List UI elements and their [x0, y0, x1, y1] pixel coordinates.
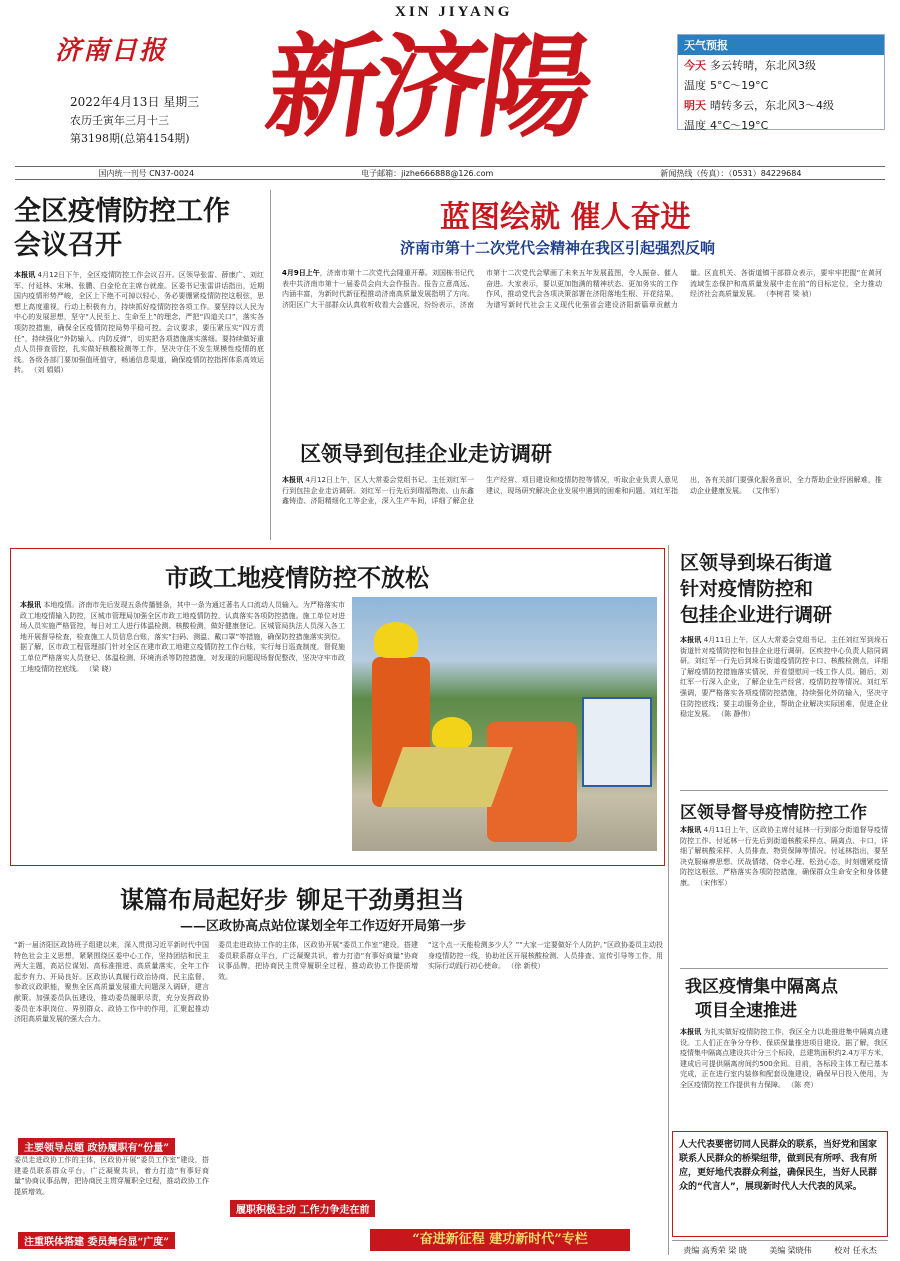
article3-body: 本报讯 4月12日上午，区人大常委会党组书记、主任刘红军一行到包挂企业走访调研。刘红军一行先后到瑞福物流、山东鑫鑫铸造、济阳精细化工等企业，深入生产车间，详细了解企业生产经营、项目建设和疫情防控等情况，听取企业负责人意见建议，现场研究解决企业发展中遇到的困难和问题。刘红军指出，各有关部门要强化服务意识，全力帮助企业纾困解难，推动企业健康发展。 （艾伟军）: [282, 476, 882, 506]
today-temp-label: 温度: [684, 79, 706, 92]
article2-body: 4月9日上午，济南市第十二次党代会隆重开幕。刘国栋书记代表中共济南市第十一届委员会向大会作报告。报告立意高远、内涵丰富，为新时代新征程推动济南高质量发展指明了方向。济阳区广大干部群众认真收听收看大会盛况，纷纷表示，济南市第十二次党代会擘画了未来五年发展蓝图，令人振奋、催人奋进。大家表示，要以更加饱满的精神状态、更加务实的工作作风，推动党代会各项决策部署在济阳落地生根、开花结果，为谱写新时代社会主义现代化强省会建设济阳新篇章贡献力量。区直机关、各街道镇干部群众表示，要牢牢把握“在黄河流域生态保护和高质量发展中走在前”的目标定位，全力推动经济社会高质量发展。 （李树君 梁 祯）: [282, 269, 882, 309]
footer-editor: 责编 高秀荣 梁 晓: [683, 1246, 747, 1255]
tomorrow-label: 明天: [684, 99, 706, 112]
article7-title: 谋篇布局起好步 铆足干劲勇担当: [120, 885, 465, 914]
masthead-logo: 新济陽: [258, 22, 596, 153]
section-bar-3: 履职积极主动 工作力争走在前: [230, 1200, 375, 1217]
weather-box: [677, 34, 885, 130]
article5-title: 区领导到垛石街道 针对疫情防控和 包挂企业进行调研: [680, 552, 833, 626]
today-desc: 多云转晴，东北风3级: [710, 59, 816, 72]
article4-title: 市政工地疫情防控不放松: [165, 563, 429, 592]
tomorrow-desc: 晴转多云，东北风3～4级: [710, 99, 834, 112]
worker-figure: [487, 722, 577, 842]
helmet: [374, 622, 418, 658]
article7-subtitle: ——区政协高点站位谋划全年工作迈好开局第一步: [180, 919, 467, 934]
masthead-pinyin: XIN JIYANG: [395, 4, 513, 20]
lunar-date: 农历壬寅年三月十三: [70, 114, 169, 127]
weather-tomorrow-temp: [678, 115, 884, 135]
section-bar-2: 注重联体搭建 委员舞台显“广度”: [18, 1232, 175, 1249]
article1-body: 本报讯 4月12日下午，全区疫情防控工作会议召开。区领导张雷、薛康广、刘红军、付延林、宋琳、张鹏、白金伦在主席台就座。区委书记张雷讲话指出，近期国内疫情形势严峻，全区上下绝不可掉以轻心，务必要绷紧疫情防控这根弦，思想上高度重视，行动上积极有力，持续抓好疫情防控各项工作。要坚持以人民为中心的发展思想，坚守“人民至上、生命至上”的理念，严把“四道关口”，落实各项防控措施，确保全区疫情防控局势平稳可控。会议要求，要压紧压实“四方责任”，持续强化“外防输入、内防反弹”，切实把各项措施落实落细。要持续做好重点人员排查管控，扎实做好核酸检测等工作，坚决守住不发生规模性疫情的底线。各级各部门要加强值班值守，畅通信息渠道，确保疫情防控指挥体系高效运转。 （刘 娟娟）: [14, 271, 264, 375]
section-bar-1: 主要领导点题 政协履职有“份量”: [18, 1138, 175, 1155]
article7-body-col1: “新一届济阳区政协班子组建以来，深入贯彻习近平新时代中国特色社会主义思想，紧紧围绕区委中心工作，坚持团结和民主两大主题，高站位谋划、高标准推进、高质量落实，全年工作起步有力、开局良好。区政协认真履行政治协商、民主监督、参政议政职能，聚焦全区高质量发展重大问题深入调研，建言献策。加强委员队伍建设，推动委员履职尽责，充分发挥政协委员在本职岗位、界别群众、政协工作中的作用，汇聚起推动济阳高质量发展的强大合力。: [14, 941, 209, 1024]
info-cn: 国内统一刊号 CN37-0024: [98, 168, 195, 178]
footer-proof: 校对 任永杰: [834, 1246, 877, 1255]
signboard: [582, 697, 652, 787]
newspaper-logo-small: 济南日报: [55, 36, 168, 66]
article6-title: 区领导督导疫情防控工作: [680, 803, 867, 823]
tomorrow-temp: 4°C～19°C: [710, 119, 769, 132]
today-temp: 5°C～19°C: [710, 79, 769, 92]
divider: [680, 790, 888, 791]
article4-body: 本报讯 本地疫情。济南市先后发现五条传播链条，其中一条为通过著名人口流动人员输入。为严格落实市政工地疫情输入防控，区城市管理局加强全区市政工地疫情防控，认真落实各项防控措施。施工单位对进场人员实施严格管控，每日对工人进行体温检测、核酸检测，做好健康登记。区城管局执法人员深入各工地开展督导检查，检查施工人员信息台账，落实“扫码、测温、戴口罩”等措施，确保防控措施落实到位。据了解，区市政工程管理部门针对全区在建市政工地建立疫情防控工作台账，实行每日巡查制度，督促施工单位严格落实人员登记、体温检测、环境消杀等防控措施，对发现的问题现场督促整改，坚决守牢市政工地疫情防控底线。 （梁 晓）: [20, 601, 345, 673]
article6-body: 本报讯 4月11日上午，区政协主席付延林一行到部分街道督导疫情防控工作。付延林一行先后到街道核酸采样点、隔离点、卡口，详细了解核酸采样、人员排查、物资保障等情况。付延林指出，要坚决克服麻痹思想、厌战情绪、侥幸心理、松劲心态，时刻绷紧疫情防控这根弦，严格落实各项防控措施，确保群众生命安全和身体健康。 （宋伟军）: [680, 826, 888, 887]
weather-today: [678, 55, 884, 75]
page-footer: [672, 1240, 888, 1256]
divider: [680, 968, 888, 969]
article2-title: 蓝图绘就 催人奋进: [440, 200, 691, 235]
article7-body-col1b: 委员走进政协工作的主体，区政协开展“委员工作室”建设，搭建委员联系群众平台，广泛凝聚共识，着力打造“有事好商量”协商议事品牌，把协商民主贯穿履职全过程，推动政协工作提质增效。: [14, 1156, 209, 1196]
weather-header: 天气预报: [678, 35, 884, 55]
npc-text: 人大代表要密切同人民群众的联系，当好党和国家联系人民群众的桥梁纽带，做到民有所呼、我有所应，更好地代表群众利益，确保民生，当好人民群众的“代言人”，展现新时代人大代表的风采。: [679, 1140, 878, 1192]
divider: [668, 545, 669, 1255]
weather-tomorrow: [678, 95, 884, 115]
tomorrow-temp-label: 温度: [684, 119, 706, 132]
divider: [270, 190, 271, 540]
info-bar: [15, 166, 885, 180]
info-hotline: 新闻热线（传真）：（0531）84229684: [660, 168, 802, 178]
today-label: 今天: [684, 59, 706, 72]
construction-photo: [352, 597, 657, 851]
article8-title: 我区疫情集中隔离点 项目全速推进: [685, 977, 838, 1021]
info-email: 电子邮箱：jizhe666888@126.com: [361, 168, 494, 178]
issue-date: 2022年4月13日 星期三: [70, 95, 200, 109]
weather-today-temp: [678, 75, 884, 95]
article8-body: 本报讯 为扎实做好疫情防控工作，我区全力以赴推进集中隔离点建设。工人们正在争分夺秒、保质保量推进项目建设。据了解，我区疫情集中隔离点建设共计分三个标段，总建筑面积约2.4万平方米，建成后可提供隔离房间约500余间。目前，各标段主体工程已基本完成，正在进行室内装修和配套设施建设，确保早日投入使用，为全区疫情防控工作提供有力保障。 （陈 亮）: [680, 1028, 888, 1089]
article1-title: 全区疫情防控工作 会议召开: [14, 196, 230, 261]
article5-body: 本报讯 4月11日上午，区人大常委会党组书记、主任刘红军到垛石街道针对疫情防控和包挂企业进行调研。区疾控中心负责人陪同调研。刘红军一行先后到垛石街道疫情防控卡口、核酸检测点，详细了解疫情防控措施落实情况，并看望慰问一线工作人员。随后，刘红军一行深入企业，了解企业生产经营、疫情防控等情况。刘红军强调，要严格落实各项疫情防控措施，持续强化外防输入，坚决守住防控底线；要主动服务企业，帮助企业解决实际困难，促进企业稳定发展。 （陈 静伟）: [680, 636, 888, 719]
desk: [381, 747, 513, 807]
campaign-banner: “奋进新征程 建功新时代”专栏: [370, 1229, 630, 1251]
article7-body-col3: “这个点一天能检测多少人？”“大家一定要做好个人防护。”区政协委员主动投身疫情防控一线，协助社区开展核酸检测、人员排查、宣传引导等工作，用实际行动践行初心使命。 （徐 新枝）: [428, 941, 663, 971]
helmet: [432, 717, 472, 749]
issue-number: 第3198期(总第4154期): [70, 132, 190, 145]
footer-designer: 美编 梁晓伟: [769, 1246, 812, 1255]
article2-subtitle: 济南市第十二次党代会精神在我区引起强烈反响: [400, 239, 716, 257]
article7-body-col2: 委员走进政协工作的主体，区政协开展“委员工作室”建设，搭建委员联系群众平台，广泛凝聚共识，着力打造“有事好商量”协商议事品牌，把协商民主贯穿履职全过程，推动政协工作提质增效。: [218, 941, 418, 981]
npc-box: [672, 1131, 888, 1237]
article3-title: 区领导到包挂企业走访调研: [300, 441, 552, 466]
